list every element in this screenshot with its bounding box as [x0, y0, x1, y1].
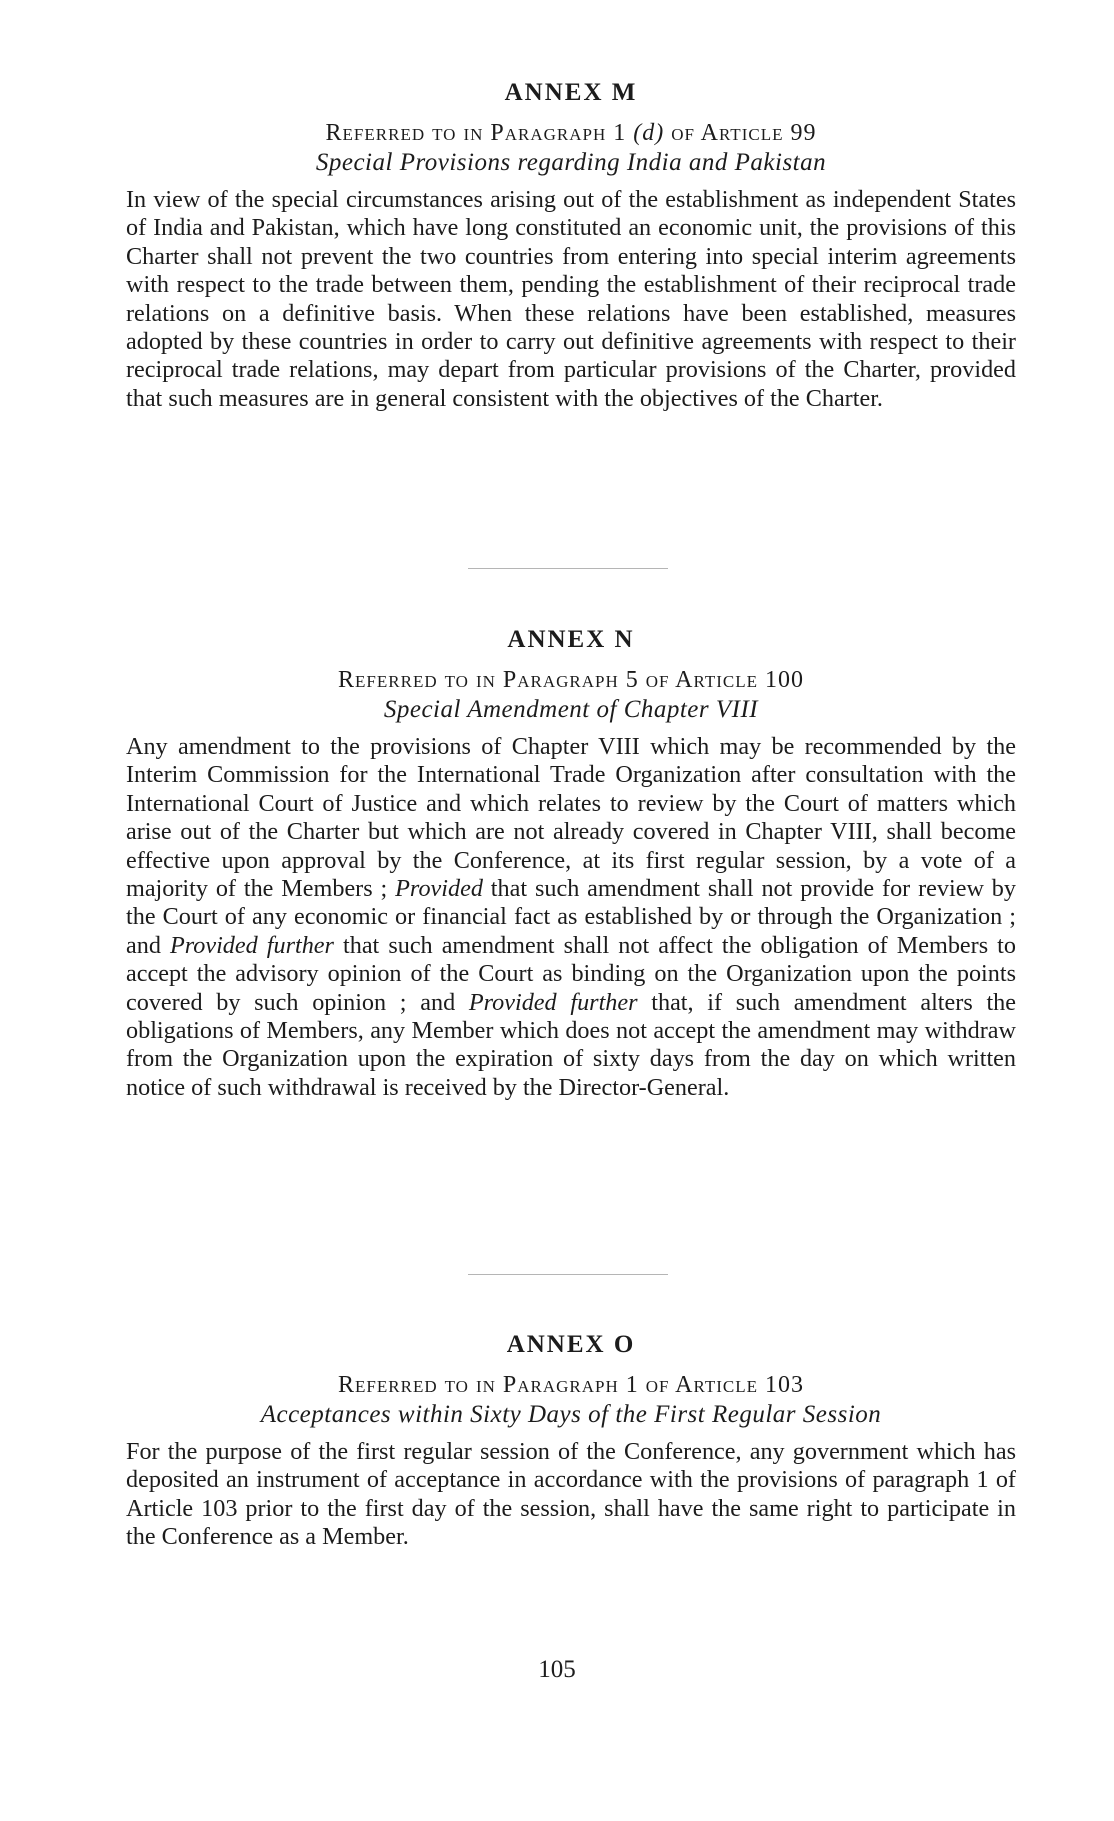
annex-n-body-part4: that, if such amendment alters the obligations of Members, any Member which does not accept the amendment may withdraw from the Organization upon the expiration of sixty days from the day on which written notice of such withdrawal is received by the Director-General. [126, 988, 1016, 1101]
annex-n-body-part1: Any amendment to the provisions of Chapter VIII which may be recommended by the Interim Commission for the International Trade Organization after consultation with the International Court of Justice and which relates to review by the Court of matters which arise out of the Charter but which are not already covered in Chapter VIII, shall become effective upon approval by the Conference, at its first regular session, by a vote of a majority of the Members ; [126, 733, 1016, 903]
annex-n-provided-3: Provided further [468, 988, 638, 1016]
separator-rule [468, 1274, 668, 1275]
annex-m-ref-prefix: Referred to in Paragraph 1 [325, 120, 634, 146]
annex-o-subtitle: Acceptances within Sixty Days of the First Regular Session [260, 1401, 882, 1428]
annex-m-subtitle: Special Provisions regarding India and Pakistan [315, 149, 827, 176]
annex-n-body-part3: that such amendment shall not affect the obligation of Members to accept the advisory opinion of the Court as binding on the Organization upon the points covered by such opinion ; and [126, 931, 1016, 1016]
annex-n-body-part2: that such amendment shall not provide for review by the Court of any economic or financial fact as established by or through the Organization ; and [126, 875, 1016, 959]
annex-n-title: ANNEX N [507, 626, 635, 653]
annex-n-body [126, 733, 1016, 1102]
page-number: 105 [538, 1656, 576, 1683]
annex-o-body: For the purpose of the first regular session of the Conference, any government which has deposited an instrument of acceptance in accordance with the provisions of paragraph 1 of Article 103 prior to the first day of the session, shall have the same right to participate in the Conference as a Member. [126, 1438, 1016, 1551]
annex-n-subtitle: Special Amendment of Chapter VIII [383, 696, 759, 723]
annex-m [126, 78, 1016, 413]
annex-n-provided-2: Provided further [169, 931, 334, 959]
annex-n [126, 625, 1016, 1102]
annex-m-body: In view of the special circumstances arising out of the establishment as independent States of India and Pakistan, which have long constituted an economic unit, the provisions of this Charter shall not prevent the two countries from entering into special interim agreements with respect to the trade between them, pending the establishment of their reciprocal trade relations on a definitive basis. When these relations have been established, measures adopted by these countries in order to carry out definitive agreements with respect to their reciprocal trade relations, may depart from particular provisions of the Charter, provided that such measures are in general consistent with the objectives of the Charter. [126, 186, 1016, 412]
separator-rule [468, 568, 668, 569]
annex-n-provided-1: Provided [395, 875, 483, 903]
annex-m-ref-italic: (d) [633, 120, 665, 146]
annex-o-reference: Referred to in Paragraph 1 of Article 103 [338, 1372, 804, 1398]
annex-n-reference: Referred to in Paragraph 5 of Article 100 [338, 667, 804, 693]
annex-o [126, 1330, 1016, 1552]
annex-m-reference [126, 118, 1016, 148]
annex-m-title: ANNEX M [504, 79, 638, 106]
annex-m-ref-suffix: of Article 99 [664, 120, 817, 146]
annex-o-title: ANNEX O [506, 1331, 636, 1358]
